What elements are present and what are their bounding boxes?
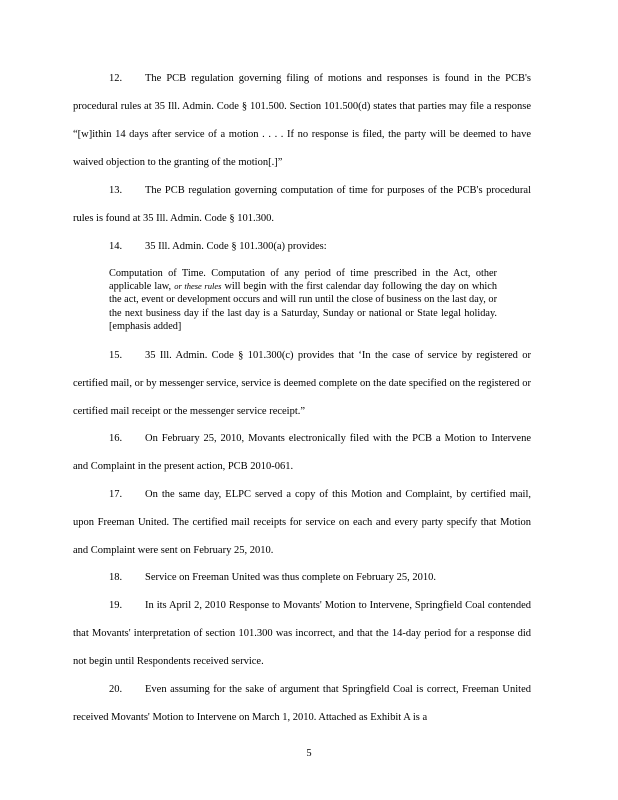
paragraph-19 xyxy=(73,592,531,676)
paragraph-20 xyxy=(73,676,531,732)
paragraph-number: 12. xyxy=(109,73,123,84)
quote-emphasis: or these rules xyxy=(174,281,222,292)
page-number: 5 xyxy=(306,748,312,759)
paragraph-text: On February 25, 2010, Movants electronically filed with the PCB a Motion to Intervene and Complaint in the present action, PCB 2010-061. xyxy=(73,433,531,472)
paragraph-text: On the same day, ELPC served a copy of this Motion and Complaint, by certified mail, upon Freeman United. The certified mail receipts for service on each and every party specify that Motion and Complaint were sent on February 25, 2010. xyxy=(73,489,531,556)
paragraph-text: 35 Ill. Admin. Code § 101.300(a) provides: xyxy=(145,241,327,252)
quote-text-after: will begin with the first calendar day following the day on which the act, event or development occurs and will run until the close of business on the last day, or the next business day if the last day is a Saturday, Sunday or national or State legal holiday. [emphasis added] xyxy=(109,281,497,332)
paragraph-text: Even assuming for the sake of argument that Springfield Coal is correct, Freeman United received Movants' Motion to Intervene on March 1, 2010. Attached as Exhibit A is a xyxy=(73,684,531,723)
paragraph-number: 18. xyxy=(109,572,123,583)
paragraph-number: 20. xyxy=(109,684,123,695)
paragraph-text: The PCB regulation governing filing of motions and responses is found in the PCB's procedural rules at 35 Ill. Admin. Code § 101.500. Section 101.500(d) states that parties may file a response “[w]ithin 14 days after service of a motion . . . . If no response is filed, the party will be deemed to have waived objection to the granting of the motion[.]” xyxy=(73,73,531,168)
paragraph-text: In its April 2, 2010 Response to Movants' Motion to Intervene, Springfield Coal contended that Movants' interpretation of section 101.300 was incorrect, and that the 14-day period for a response did not begin until Respondents received service. xyxy=(73,600,531,667)
paragraph-text: 35 Ill. Admin. Code § 101.300(c) provides that ‘In the case of service by registered or certified mail, or by messenger service, service is deemed complete on the date specified on the registered or certified mail receipt or the messenger service receipt.” xyxy=(73,350,531,417)
paragraph-text: Service on Freeman United was thus complete on February 25, 2010. xyxy=(145,572,437,583)
paragraph-13 xyxy=(73,177,531,233)
paragraph-12 xyxy=(73,65,531,177)
paragraph-number: 19. xyxy=(109,600,123,611)
paragraph-16 xyxy=(73,425,531,481)
paragraph-15 xyxy=(73,342,531,426)
paragraph-number: 15. xyxy=(109,350,123,361)
paragraph-number: 13. xyxy=(109,185,123,196)
quote-text-before: Computation of Time. Computation of any period of time prescribed in the Act, other applicable law, xyxy=(109,268,497,293)
paragraph-14 xyxy=(73,233,531,261)
paragraph-18 xyxy=(73,564,531,592)
paragraph-number: 17. xyxy=(109,489,123,500)
block-quote xyxy=(109,267,497,333)
paragraph-17 xyxy=(73,481,531,565)
paragraph-number: 14. xyxy=(109,241,123,252)
paragraph-number: 16. xyxy=(109,433,123,444)
paragraph-text: The PCB regulation governing computation of time for purposes of the PCB's procedural rules is found at 35 Ill. Admin. Code § 101.300. xyxy=(73,185,531,224)
